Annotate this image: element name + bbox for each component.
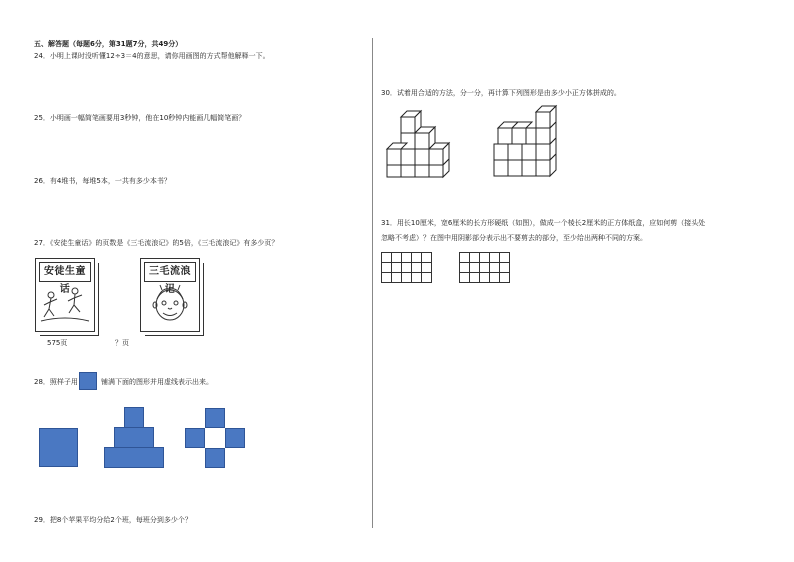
book-base — [145, 331, 204, 336]
book-andersen — [35, 258, 95, 332]
cube-stack-figure-2 — [490, 104, 590, 184]
book-sanmao-pages: ？页 — [115, 339, 129, 347]
book-title: 安徒生童话 — [39, 262, 91, 282]
question-28-part2: 铺满下面的图形并用虚线表示出来。 — [101, 378, 213, 386]
cut-grid-2[interactable] — [459, 252, 510, 283]
book-spine — [94, 263, 99, 336]
sample-blue-square — [79, 372, 97, 390]
book-spine — [199, 263, 204, 336]
book-sanmao — [140, 258, 200, 332]
section-heading: 五、解答题（每题6分，第31题7分，共49分） — [34, 40, 183, 48]
shape-square — [39, 428, 78, 467]
book-andersen-pages: 575页 — [47, 339, 68, 347]
shape-pyramid-middle — [114, 427, 154, 448]
cube-stack-figure-1 — [383, 105, 483, 185]
question-31-line2: 忽略不考虑）？在图中用阴影部分表示出不要剪去的部分，至少给出两种不同的方案。 — [381, 234, 647, 242]
question-24: 24．小明上课时没听懂12÷3＝4的意思，请你用画图的方式帮他解释一下。 — [34, 52, 270, 60]
question-31-line1: 31．用长10厘米，宽6厘米的长方形硬纸（如图），做成一个棱长2厘米的正方体纸盒，应如何剪（接头处 — [381, 219, 706, 227]
question-27: 27．《安徒生童话》的页数是《三毛流浪记》的5倍，《三毛流浪记》有多少页？ — [34, 239, 279, 247]
boy-face-icon — [144, 283, 196, 327]
shape-checker-right — [225, 428, 245, 448]
children-running-icon — [39, 285, 91, 325]
question-30: 30．试着用合适的方法，分一分，再计算下列图形是由多少小正方体拼成的。 — [381, 89, 621, 97]
question-26: 26．有4堆书，每堆5本，一共有多少本书？ — [34, 177, 171, 185]
shape-pyramid-bottom — [104, 447, 164, 468]
question-28-part1: 28．照样子用 — [34, 378, 78, 386]
shape-checker-top — [205, 408, 225, 428]
question-25: 25．小明画一幅简笔画要用3秒钟，他在10秒钟内能画几幅简笔画？ — [34, 114, 246, 122]
question-29: 29．把8个苹果平均分给2个班，每班分到多少个？ — [34, 516, 192, 524]
shape-pyramid-top — [124, 407, 144, 428]
column-divider — [372, 38, 373, 528]
book-base — [40, 331, 99, 336]
shape-checker-bottom — [205, 448, 225, 468]
shape-checker-left — [185, 428, 205, 448]
book-title: 三毛流浪记 — [144, 262, 196, 282]
cut-grid-1[interactable] — [381, 252, 432, 283]
